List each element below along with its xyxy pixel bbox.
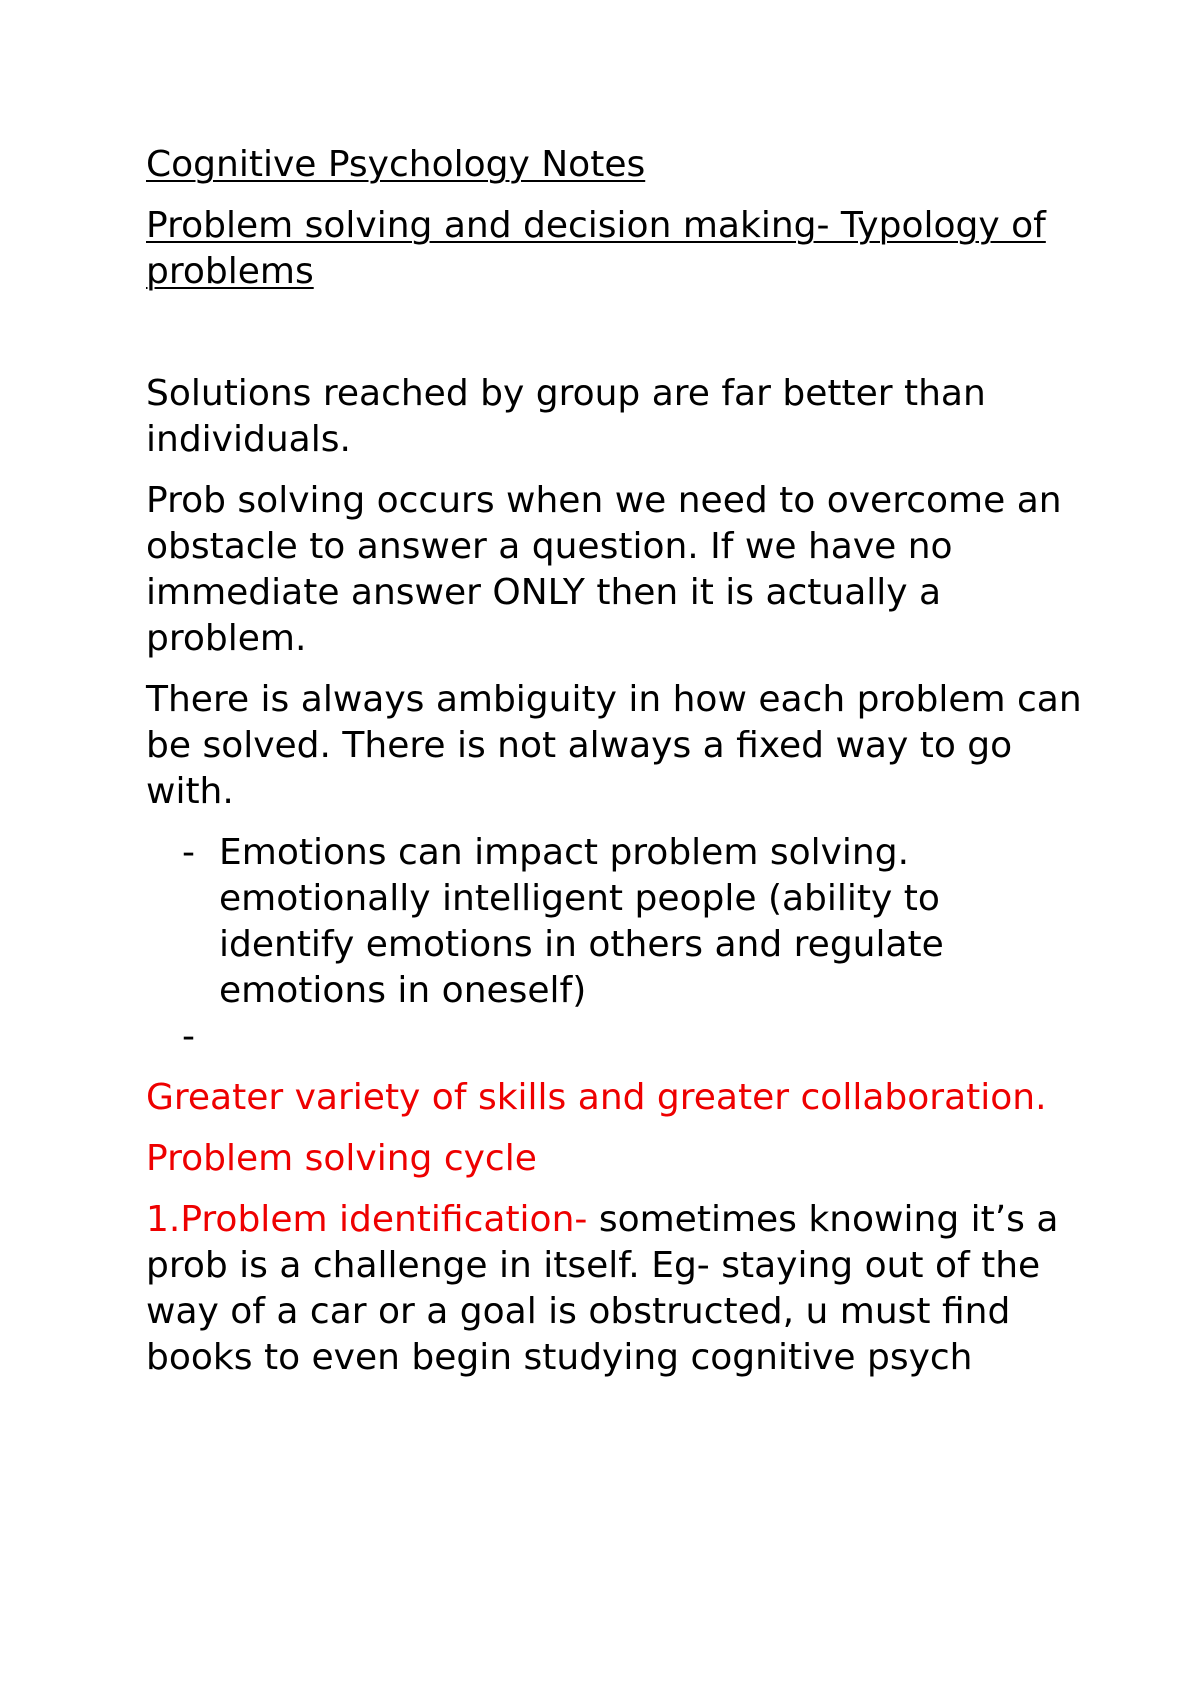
step-text: sometimes knowing it’s a prob is a challenge in itself. Eg- staying out of the way of a car or a goal is obstructed, u must find books to even begin studying cognitive psych [146, 1199, 1059, 1378]
paragraph-group-solutions: Solutions reached by group are far better than individuals. [146, 373, 986, 460]
document-page [146, 142, 1086, 1396]
section-heading-problem-solving-cycle: Problem solving cycle [146, 1138, 537, 1179]
document-title: Cognitive Psychology Notes [146, 144, 646, 185]
dash-marker: - [182, 1016, 195, 1057]
bullet-list [146, 830, 1086, 1060]
document-subtitle: Problem solving and decision making- Typology of problems [146, 205, 1046, 292]
paragraph-problem-solving-definition: Prob solving occurs when we need to overcome an obstacle to answer a question. If we have no immediate answer ONLY then it is actually a problem. [146, 480, 1062, 659]
step-problem-identification [146, 1197, 1086, 1381]
list-item [146, 830, 1086, 1014]
step-label: 1.Problem identification- [146, 1199, 588, 1240]
list-item [146, 1014, 1086, 1060]
red-highlight-line: Greater variety of skills and greater collaboration. [146, 1077, 1047, 1118]
dash-marker: - [182, 832, 195, 873]
blank-line [146, 310, 1086, 371]
paragraph-ambiguity: There is always ambiguity in how each problem can be solved. There is not always a fixed way to go with. [146, 679, 1082, 812]
list-item-text: Emotions can impact problem solving. emotionally intelligent people (ability to identify emotions in others and regulate emotions in oneself) [219, 832, 944, 1011]
